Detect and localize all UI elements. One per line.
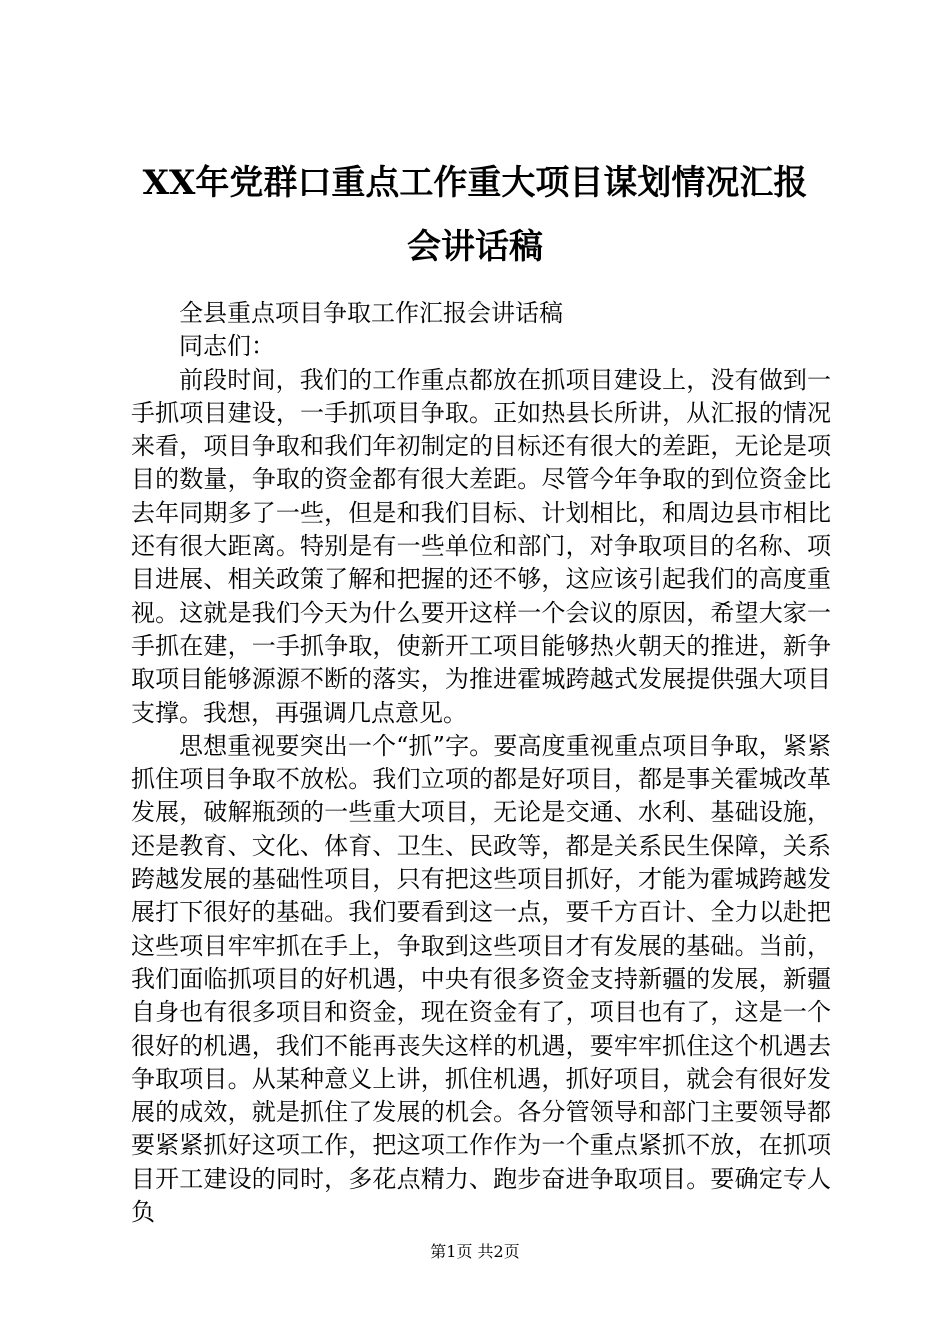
body-paragraph: 前段时间，我们的工作重点都放在抓项目建设上，没有做到一手抓项目建设，一手抓项目争取。正如热县长所讲，从汇报的情况来看，项目争取和我们年初制定的目标还有很大的差距，无论是项目的数量，争取的资金都有很大差距。尽管今年争取的到位资金比去年同期多了一些，但是和我们目标、计划相比，和周边县市相比还有很大距离。特别是有一些单位和部门，对争取项目的名称、项目进展、相关政策了解和把握的还不够，这应该引起我们的高度重视。这就是我们今天为什么要开这样一个会议的原因，希望大家一手抓在建，一手抓争取，使新开工项目能够热火朝天的推进，新争取项目能够源源不断的落实，为推进霍城跨越式发展提供强大项目支撑。我想，再强调几点意见。 bbox=[131, 365, 831, 727]
document-title-line-1: XX年党群口重点工作重大项目谋划情况汇报 bbox=[142, 163, 808, 203]
salutation-paragraph: 同志们： bbox=[179, 332, 275, 361]
document-title-line-2: 会讲话稿 bbox=[407, 227, 543, 267]
document-body bbox=[131, 297, 831, 1229]
page-footer: 第1页 共2页 bbox=[430, 1242, 520, 1261]
subtitle-paragraph: 全县重点项目争取工作汇报会讲话稿 bbox=[179, 299, 563, 327]
body-paragraph: 思想重视要突出一个“抓”字。要高度重视重点项目争取，紧紧抓住项目争取不放松。我们立项的都是好项目，都是事关霍城改革发展，破解瓶颈的一些重大项目，无论是交通、水利、基础设施，还是教育、文化、体育、卫生、民政等，都是关系民生保障，关系跨越发展的基础性项目，只有把这些项目抓好，才能为霍城跨越发展打下很好的基础。我们要看到这一点，要千方百计、全力以赴把这些项目牢牢抓在手上，争取到这些项目才有发展的基础。当前，我们面临抓项目的好机遇，中央有很多资金支持新疆的发展，新疆自身也有很多项目和资金，现在资金有了，项目也有了，这是一个很好的机遇，我们不能再丧失这样的机遇，要牢牢抓住这个机遇去争取项目。从某种意义上讲，抓住机遇，抓好项目，就会有很好发展的成效，就是抓住了发展的机会。各分管领导和部门主要领导都要紧紧抓好这项工作，把这项工作作为一个重点紧抓不放，在抓项目开工建设的同时，多花点精力、跑步奋进争取项目。要确定专人负 bbox=[131, 731, 831, 1227]
